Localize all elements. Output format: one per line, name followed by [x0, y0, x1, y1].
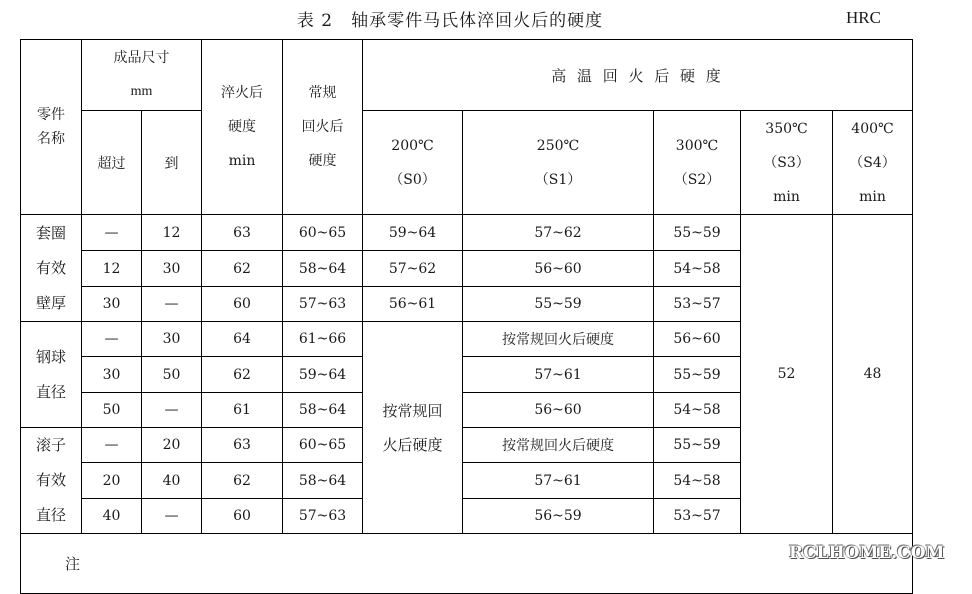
cell-quench: 62 — [202, 463, 283, 499]
cell-s0: 59~64 — [363, 215, 463, 251]
header-size: 成品尺寸 mm — [82, 40, 202, 111]
table-caption: 表 2 轴承零件马氏体淬回火后的硬度 — [296, 11, 604, 31]
header-200c: 200℃ （S0） — [363, 111, 463, 215]
cell-s2: 54~58 — [654, 251, 741, 287]
cell-s1: 按常规回火后硬度 — [463, 428, 654, 463]
cell-over: — — [82, 215, 142, 251]
cell-to: 12 — [142, 215, 202, 251]
cell-normal: 58~64 — [283, 251, 363, 287]
cell-to: 30 — [142, 251, 202, 287]
cell-quench: 60 — [202, 499, 283, 534]
cell-s1: 56~60 — [463, 393, 654, 428]
cell-normal: 58~64 — [283, 463, 363, 499]
header-to: 到 — [142, 111, 202, 215]
cell-s0: 56~61 — [363, 287, 463, 322]
header-high-temp-temper: 高 温 回 火 后 硬 度 — [363, 40, 913, 111]
header-part-name: 零件 名称 — [21, 40, 82, 215]
cell-s0: 57~62 — [363, 251, 463, 287]
table-row — [21, 215, 913, 251]
cell-quench: 61 — [202, 393, 283, 428]
header-quench-hardness: 淬火后 硬度 min — [202, 40, 283, 215]
cell-quench: 64 — [202, 322, 283, 357]
cell-s4-merged: 48 — [833, 215, 913, 534]
cell-s1: 57~62 — [463, 215, 654, 251]
cell-to: 50 — [142, 357, 202, 393]
cell-to: 20 — [142, 428, 202, 463]
cell-s2: 53~57 — [654, 287, 741, 322]
cell-over: 12 — [82, 251, 142, 287]
cell-normal: 59~64 — [283, 357, 363, 393]
watermark-logo: RCLHOME.COM — [789, 543, 945, 563]
cell-s2: 53~57 — [654, 499, 741, 534]
cell-s2: 55~59 — [654, 215, 741, 251]
cell-over: — — [82, 428, 142, 463]
header-250c: 250℃ （S1） — [463, 111, 654, 215]
cell-normal: 60~65 — [283, 215, 363, 251]
cell-to: — — [142, 287, 202, 322]
cell-over: 30 — [82, 287, 142, 322]
header-normal-temper-hardness: 常规 回火后 硬度 — [283, 40, 363, 215]
cell-normal: 61~66 — [283, 322, 363, 357]
hardness-unit: HRC — [846, 8, 881, 27]
header-300c: 300℃ （S2） — [654, 111, 741, 215]
cell-s2: 56~60 — [654, 322, 741, 357]
cell-normal: 60~65 — [283, 428, 363, 463]
cell-s1: 按常规回火后硬度 — [463, 322, 654, 357]
cell-quench: 62 — [202, 357, 283, 393]
part-ball-diameter: 钢球 直径 — [21, 322, 82, 428]
cell-s2: 54~58 — [654, 463, 741, 499]
cell-normal: 57~63 — [283, 287, 363, 322]
cell-s1: 57~61 — [463, 463, 654, 499]
cell-quench: 60 — [202, 287, 283, 322]
part-ring-wall: 套圈 有效 壁厚 — [21, 215, 82, 322]
header-over: 超过 — [82, 111, 142, 215]
cell-s2: 55~59 — [654, 428, 741, 463]
cell-s1: 55~59 — [463, 287, 654, 322]
header-400c: 400℃ （S4） min — [833, 111, 913, 215]
cell-s0-merged: 按常规回 火后硬度 — [363, 322, 463, 534]
cell-s1: 56~60 — [463, 251, 654, 287]
cell-quench: 63 — [202, 428, 283, 463]
cell-to: — — [142, 499, 202, 534]
cell-s1: 56~59 — [463, 499, 654, 534]
cell-quench: 63 — [202, 215, 283, 251]
cell-s1: 57~61 — [463, 357, 654, 393]
cell-over: 40 — [82, 499, 142, 534]
cell-s3-merged: 52 — [741, 215, 833, 534]
cell-normal: 57~63 — [283, 499, 363, 534]
cell-to: 40 — [142, 463, 202, 499]
cell-over: 50 — [82, 393, 142, 428]
cell-to: 30 — [142, 322, 202, 357]
note-cell — [21, 534, 913, 594]
hardness-table — [20, 39, 913, 594]
cell-over: 20 — [82, 463, 142, 499]
header-350c: 350℃ （S3） min — [741, 111, 833, 215]
cell-over: — — [82, 322, 142, 357]
cell-quench: 62 — [202, 251, 283, 287]
note-label: 注 — [65, 555, 81, 573]
cell-s2: 54~58 — [654, 393, 741, 428]
cell-over: 30 — [82, 357, 142, 393]
cell-to: — — [142, 393, 202, 428]
cell-normal: 58~64 — [283, 393, 363, 428]
note-row — [21, 534, 913, 594]
cell-s2: 55~59 — [654, 357, 741, 393]
part-roller-diameter: 滚子 有效 直径 — [21, 428, 82, 534]
